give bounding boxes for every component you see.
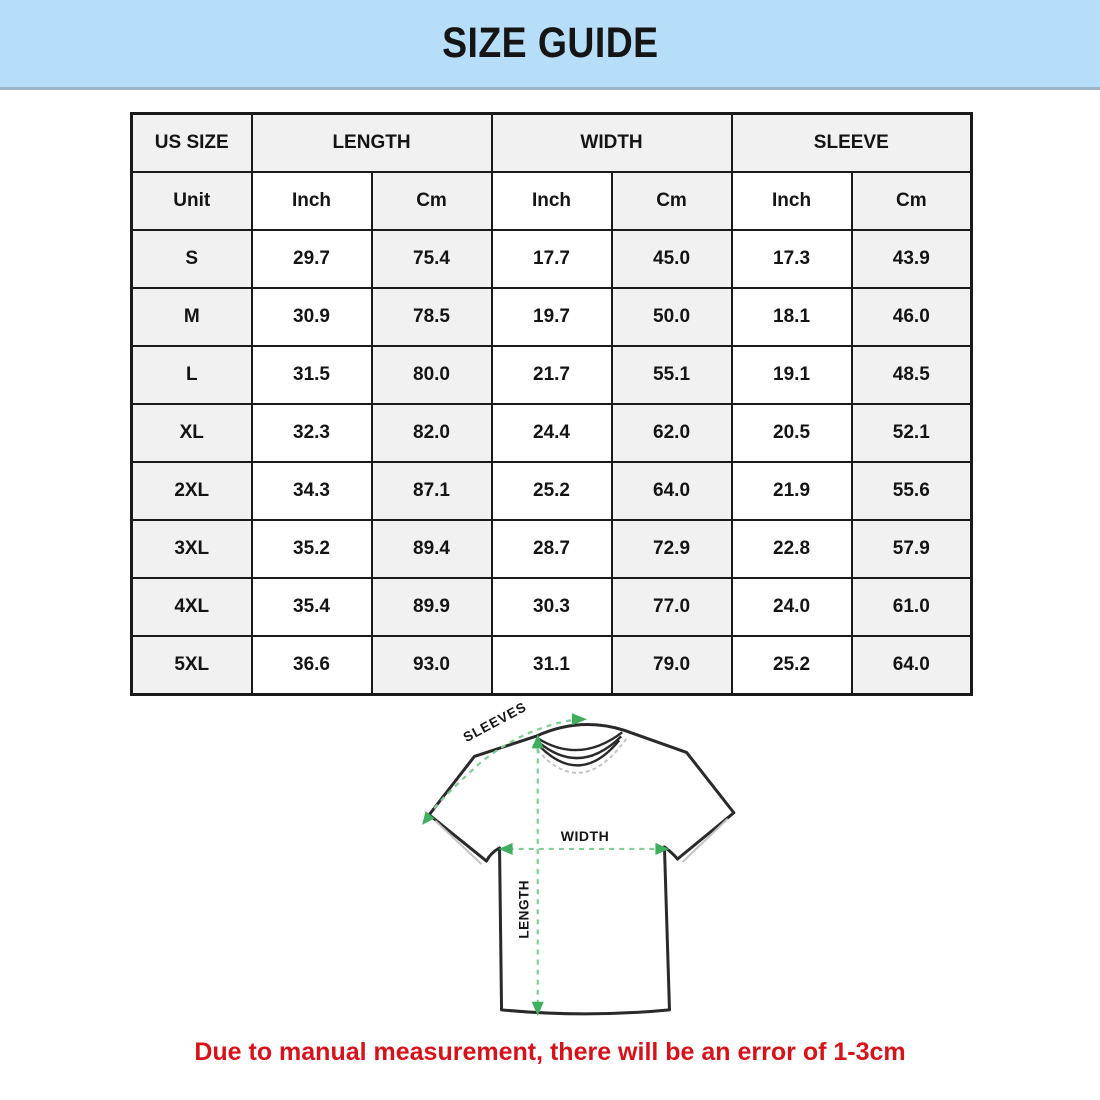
width-inch-value: 28.7 <box>492 520 612 578</box>
width-inch-value: 25.2 <box>492 462 612 520</box>
sleeve-cm-value: 55.6 <box>852 462 972 520</box>
size-label: 4XL <box>132 578 252 636</box>
width-inch-value: 30.3 <box>492 578 612 636</box>
sleeve-inch-value: 25.2 <box>732 636 852 695</box>
width-inch-value: 19.7 <box>492 288 612 346</box>
size-label: M <box>132 288 252 346</box>
header-banner <box>0 0 1100 90</box>
group-header-row <box>132 114 972 173</box>
length-cm-value: 89.4 <box>372 520 492 578</box>
tshirt-measurement-diagram <box>402 690 764 1026</box>
sleeve-inch-value: 21.9 <box>732 462 852 520</box>
size-label: 2XL <box>132 462 252 520</box>
sleeve-cm-value: 61.0 <box>852 578 972 636</box>
sleeve-inch-header: Inch <box>732 172 852 230</box>
sleeve-cm-value: 43.9 <box>852 230 972 288</box>
table-row-m <box>132 288 972 346</box>
width-cm-value: 45.0 <box>612 230 732 288</box>
width-inch-value: 21.7 <box>492 346 612 404</box>
width-cm-value: 79.0 <box>612 636 732 695</box>
sleeve-cm-value: 52.1 <box>852 404 972 462</box>
col-header-length: LENGTH <box>252 114 492 173</box>
size-chart-table <box>130 112 973 696</box>
length-cm-value: 75.4 <box>372 230 492 288</box>
unit-header-cell: Unit <box>132 172 252 230</box>
size-label: 5XL <box>132 636 252 695</box>
length-cm-value: 78.5 <box>372 288 492 346</box>
width-cm-value: 50.0 <box>612 288 732 346</box>
sleeve-inch-value: 24.0 <box>732 578 852 636</box>
sleeve-cm-value: 48.5 <box>852 346 972 404</box>
table-row-2xl <box>132 462 972 520</box>
table-row-l <box>132 346 972 404</box>
width-cm-value: 72.9 <box>612 520 732 578</box>
width-inch-header: Inch <box>492 172 612 230</box>
size-label: 3XL <box>132 520 252 578</box>
width-label: WIDTH <box>560 827 610 844</box>
sleeve-cm-value: 57.9 <box>852 520 972 578</box>
length-inch-header: Inch <box>252 172 372 230</box>
sleeve-cm-value: 46.0 <box>852 288 972 346</box>
col-header-width: WIDTH <box>492 114 732 173</box>
size-label: XL <box>132 404 252 462</box>
sleeve-cm-header: Cm <box>852 172 972 230</box>
table-row-xl <box>132 404 972 462</box>
length-cm-value: 82.0 <box>372 404 492 462</box>
sleeve-inch-value: 22.8 <box>732 520 852 578</box>
width-inch-value: 31.1 <box>492 636 612 695</box>
length-cm-value: 80.0 <box>372 346 492 404</box>
length-label: LENGTH <box>516 879 532 939</box>
unit-header-row <box>132 172 972 230</box>
length-inch-value: 30.9 <box>252 288 372 346</box>
table-row-3xl <box>132 520 972 578</box>
width-inch-value: 24.4 <box>492 404 612 462</box>
length-inch-value: 35.4 <box>252 578 372 636</box>
width-inch-value: 17.7 <box>492 230 612 288</box>
width-cm-value: 77.0 <box>612 578 732 636</box>
size-label: L <box>132 346 252 404</box>
length-inch-value: 31.5 <box>252 346 372 404</box>
sleeve-inch-value: 18.1 <box>732 288 852 346</box>
note-text: Due to manual measurement, there will be an error of 1-3cm <box>194 1038 906 1066</box>
sleeve-inch-value: 20.5 <box>732 404 852 462</box>
width-cm-header: Cm <box>612 172 732 230</box>
measurement-disclaimer <box>0 1038 1100 1067</box>
length-inch-value: 32.3 <box>252 404 372 462</box>
length-inch-value: 29.7 <box>252 230 372 288</box>
width-cm-value: 62.0 <box>612 404 732 462</box>
size-label: S <box>132 230 252 288</box>
length-cm-value: 93.0 <box>372 636 492 695</box>
length-inch-value: 36.6 <box>252 636 372 695</box>
length-inch-value: 34.3 <box>252 462 372 520</box>
width-cm-value: 55.1 <box>612 346 732 404</box>
table-row-s <box>132 230 972 288</box>
page-title: SIZE GUIDE <box>441 19 659 67</box>
col-header-us-size: US SIZE <box>132 114 252 173</box>
length-cm-value: 89.9 <box>372 578 492 636</box>
col-header-sleeve: SLEEVE <box>732 114 972 173</box>
sleeves-label: SLEEVES <box>460 699 530 746</box>
table-row-4xl <box>132 578 972 636</box>
sleeve-inch-value: 19.1 <box>732 346 852 404</box>
length-cm-value: 87.1 <box>372 462 492 520</box>
tshirt-outline <box>429 724 734 1013</box>
width-cm-value: 64.0 <box>612 462 732 520</box>
sleeve-cm-value: 64.0 <box>852 636 972 695</box>
sleeve-inch-value: 17.3 <box>732 230 852 288</box>
length-cm-header: Cm <box>372 172 492 230</box>
table-row-5xl <box>132 636 972 695</box>
length-inch-value: 35.2 <box>252 520 372 578</box>
